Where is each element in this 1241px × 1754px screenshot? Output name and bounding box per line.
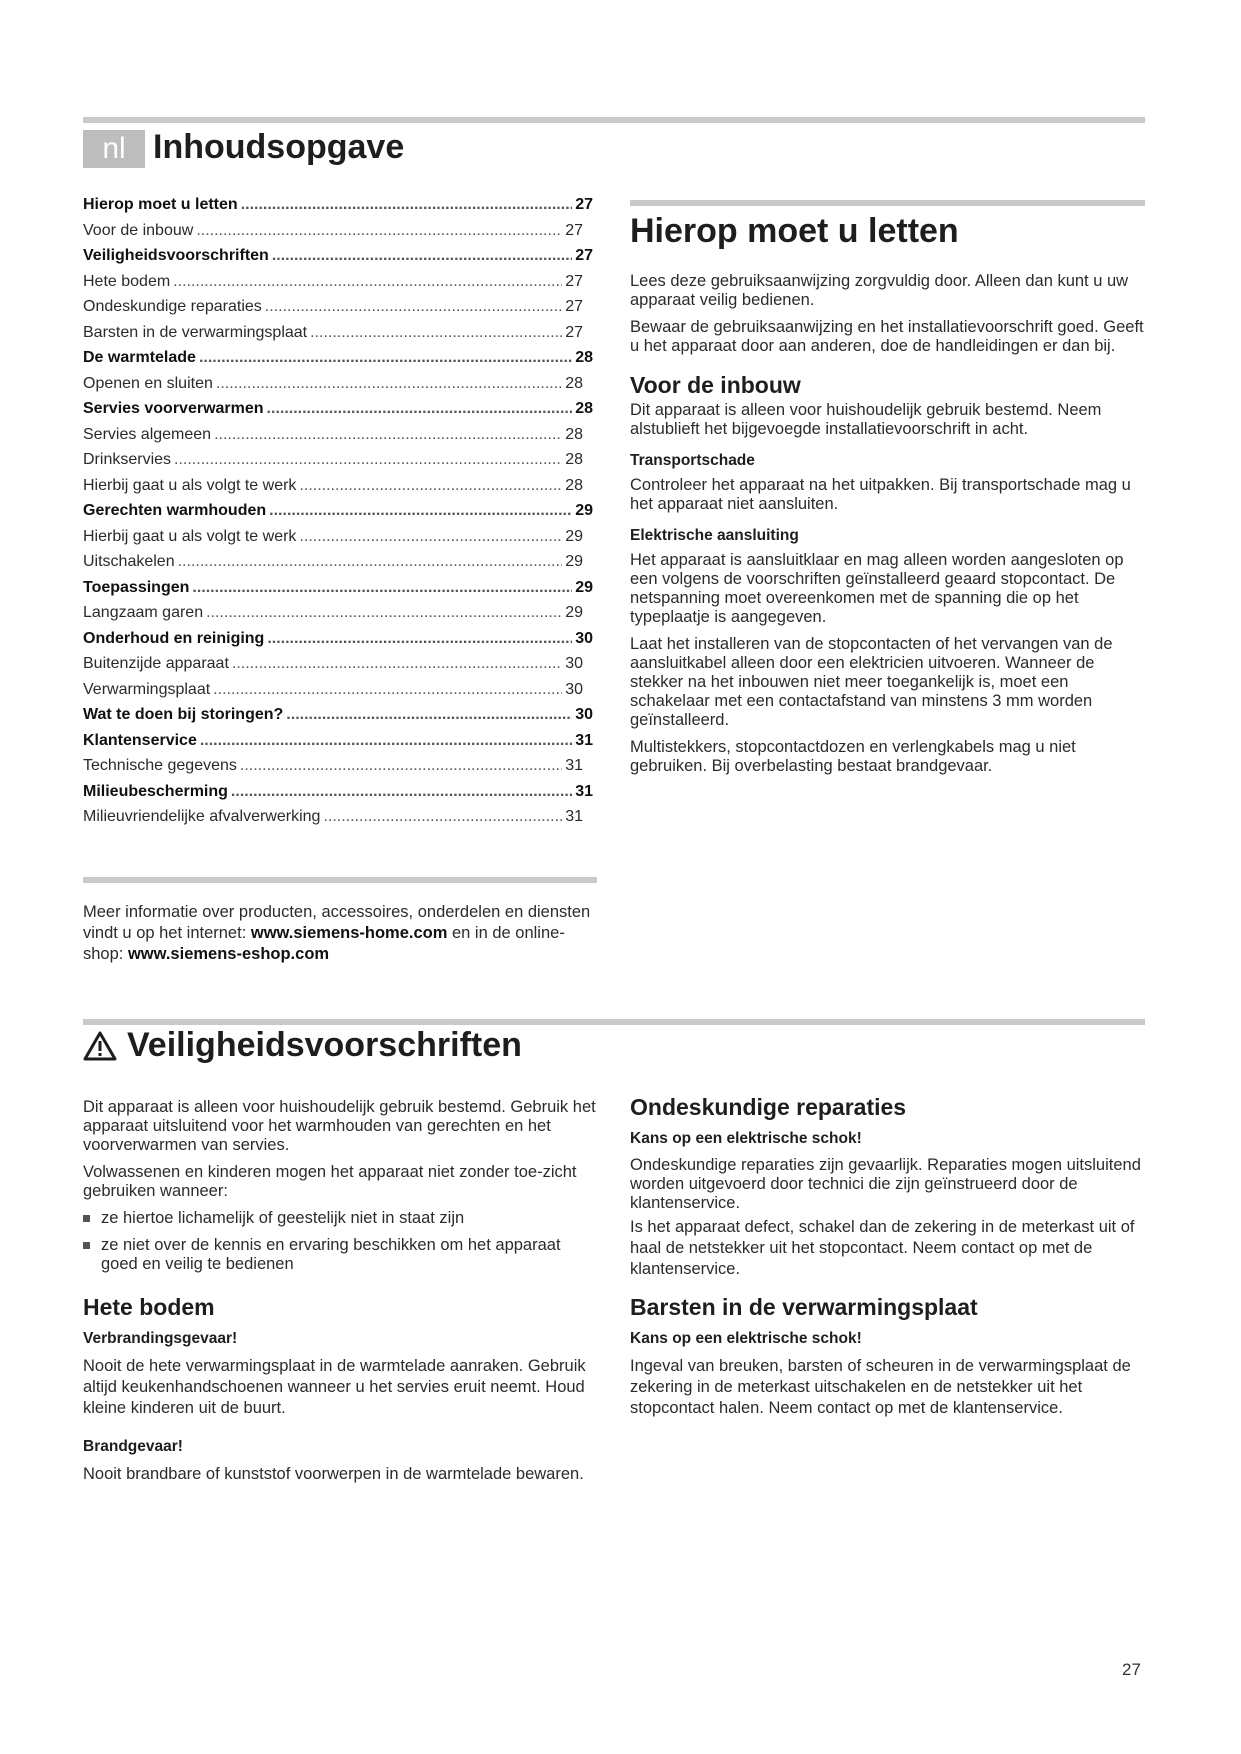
brand-paragraph: Nooit brandbare of kunststof voorwerpen in de warmtelade bewaren. xyxy=(83,1465,584,1483)
toc-dot-leader xyxy=(178,553,563,571)
page-title: Inhoudsopgave xyxy=(153,128,405,166)
toc-dot-leader xyxy=(173,273,562,291)
toc-entry[interactable] xyxy=(83,528,583,554)
elektrische-paragraph-3: Multistekkers, stopcontactdozen en verlengkabels mag u niet gebruiken. Bij overbelasting bestaat brandgevaar. xyxy=(630,738,1076,775)
barsten-heading: Barsten in de verwarmingsplaat xyxy=(630,1294,978,1320)
hierop-paragraph-2: Bewaar de gebruiksaanwijzing en het installatievoorschrift goed. Geeft u het apparaat door aan anderen, doe de handleidingen er dan bij. xyxy=(630,318,1144,355)
toc-entry-label: Hete bodem xyxy=(83,272,171,290)
ondeskundige-heading: Ondeskundige reparaties xyxy=(630,1094,907,1120)
toc-entry-label: De warmtelade xyxy=(83,349,196,366)
page-number: 27 xyxy=(1122,1660,1141,1679)
toc-entry-label: Gerechten warmhouden xyxy=(83,502,267,519)
toc-dot-leader xyxy=(310,324,562,342)
brand-heading: Brandgevaar! xyxy=(83,1438,183,1455)
veilig-title: Veiligheidsvoorschriften xyxy=(127,1026,522,1064)
veilig-left-column xyxy=(83,1098,598,1493)
toc-entry-page: 30 xyxy=(575,706,593,723)
hete-bodem-heading: Hete bodem xyxy=(83,1294,215,1320)
toc-entry-page: 31 xyxy=(575,782,593,800)
toc-entry-label: Servies voorverwarmen xyxy=(83,400,264,417)
toc-dot-leader xyxy=(199,349,572,367)
toc-dot-leader xyxy=(200,732,572,750)
toc-entry-page: 28 xyxy=(565,451,583,468)
toc-dot-leader xyxy=(206,604,562,622)
info-text-2: en in de online-shop: xyxy=(83,924,565,963)
toc-entry[interactable] xyxy=(83,681,583,707)
toc-entry-label: Openen en sluiten xyxy=(83,374,213,392)
ondeskundige-paragraph-2: Is het apparaat defect, schakel dan de zekering in de meterkast uit of haal de netstekker uit het stopcontact. Neem contact op met de klantenservice. xyxy=(630,1218,1135,1278)
toc-entry-page: 29 xyxy=(575,578,593,596)
language-badge: nl xyxy=(83,130,145,168)
toc-entry[interactable] xyxy=(83,324,583,350)
toc-entry-label: Klantenservice xyxy=(83,731,197,749)
toc-entry-label: Ondeskundige reparaties xyxy=(83,298,262,315)
toc-entry[interactable] xyxy=(83,706,593,732)
toc-dot-leader xyxy=(214,426,562,444)
bullet-square-icon xyxy=(83,1236,101,1274)
transport-heading: Transportschade xyxy=(630,452,755,469)
hierop-rule xyxy=(630,200,1145,206)
toc-dot-leader xyxy=(267,400,573,418)
toc-entry-label: Wat te doen bij storingen? xyxy=(83,706,284,723)
inbouw-heading: Voor de inbouw xyxy=(630,372,801,398)
toc-entry-page: 27 xyxy=(565,221,583,239)
ondeskundige-paragraph-1: Ondeskundige reparaties zijn gevaarlijk. Reparaties mogen uitsluitend worden uitgevoerd door technici die zijn geïnstrueerd door de klantenservice. xyxy=(630,1156,1141,1212)
toc-entry-label: Technische gegevens xyxy=(83,757,237,774)
verbranding-heading: Verbrandingsgevaar! xyxy=(83,1330,238,1347)
toc-entry-page: 31 xyxy=(565,808,583,825)
ondeskundige-subheading: Kans op een elektrische schok! xyxy=(630,1130,862,1147)
eshop-link[interactable]: www.siemens-eshop.com xyxy=(127,945,330,963)
toc-entry-page: 31 xyxy=(565,757,583,774)
toc-entry[interactable] xyxy=(83,196,593,222)
toc-entry-label: Buitenzijde apparaat xyxy=(83,655,229,672)
toc-entry[interactable] xyxy=(83,426,583,452)
toc-entry[interactable] xyxy=(83,553,583,579)
toc-dot-leader xyxy=(213,681,562,699)
toc-dot-leader xyxy=(231,783,572,801)
veilig-paragraph-2: Volwassenen en kinderen mogen het apparaat niet zonder toe-zicht gebruiken wanneer: xyxy=(83,1163,577,1200)
toc-entry-page: 28 xyxy=(565,374,583,392)
toc-dot-leader xyxy=(216,375,562,393)
toc-entry[interactable] xyxy=(83,630,593,656)
hierop-section xyxy=(630,210,1145,784)
info-text-1: Meer informatie over producten, accessoires, onderdelen en diensten vindt u op het internet: xyxy=(83,903,591,942)
elektrische-paragraph-1: Het apparaat is aansluitklaar en mag alleen worden aangesloten op een volgens de voorschriften geïnstalleerd geaard stopcontact. De netspanning moet overeenkomen met de spanning die op het typeplaatje is aangegeven. xyxy=(630,551,1124,626)
toc-entry[interactable] xyxy=(83,502,593,528)
toc-entry-label: Veiligheidsvoorschriften xyxy=(83,247,269,264)
toc-entry-label: Milieubescherming xyxy=(83,782,228,800)
toc-entry-page: 29 xyxy=(565,527,583,545)
bullet-item xyxy=(83,1209,598,1228)
toc-entry-label: Milieuvriendelijke afvalverwerking xyxy=(83,808,321,825)
toc-entry[interactable] xyxy=(83,349,593,375)
toc-entry[interactable] xyxy=(83,298,583,324)
bullet-text: ze hiertoe lichamelijk of geestelijk niet in staat zijn xyxy=(101,1209,465,1227)
toc-entry[interactable] xyxy=(83,477,583,503)
toc-entry[interactable] xyxy=(83,375,583,401)
table-of-contents xyxy=(83,196,603,834)
bullet-text: ze niet over de kennis en ervaring beschikken om het apparaat goed en veilig te bedienen xyxy=(101,1236,561,1273)
veilig-right-column xyxy=(630,1094,1145,1427)
veilig-header xyxy=(83,1026,522,1065)
toc-entry-page: 27 xyxy=(575,247,593,264)
bullet-square-icon xyxy=(83,1209,101,1228)
toc-entry-page: 27 xyxy=(565,272,583,290)
toc-entry-page: 30 xyxy=(575,629,593,647)
toc-entry-label: Hierbij gaat u als volgt te werk xyxy=(83,476,297,494)
toc-entry[interactable] xyxy=(83,222,583,248)
toc-entry[interactable] xyxy=(83,808,583,834)
toc-entry-page: 29 xyxy=(565,604,583,621)
toc-entry-label: Hierop moet u letten xyxy=(83,196,238,213)
toc-entry-page: 28 xyxy=(565,425,583,443)
hierop-paragraph-1: Lees deze gebruiksaanwijzing zorgvuldig door. Alleen dan kunt u uw apparaat veilig bedienen. xyxy=(630,272,1129,309)
barsten-paragraph: Ingeval van breuken, barsten of scheuren in de verwarmingsplaat de zekering in de meterkast uitschakelen en de netstekker uit het stopcontact halen. Neem contact op met de klantenservice. xyxy=(630,1357,1131,1417)
toc-entry[interactable] xyxy=(83,655,583,681)
toc-entry-label: Barsten in de verwarmingsplaat xyxy=(83,323,308,341)
toc-entry[interactable] xyxy=(83,783,593,809)
transport-paragraph: Controleer het apparaat na het uitpakken. Bij transportschade mag u het apparaat niet aansluiten. xyxy=(630,476,1131,513)
elektrische-heading: Elektrische aansluiting xyxy=(630,527,799,544)
toc-entry-label: Hierbij gaat u als volgt te werk xyxy=(83,527,297,545)
inbouw-paragraph: Dit apparaat is alleen voor huishoudelijk gebruik bestemd. Neem alstublieft het bijgevoegde installatievoorschrift in acht. xyxy=(630,401,1102,438)
warning-icon xyxy=(83,1030,117,1062)
toc-dot-leader xyxy=(232,655,562,673)
toc-dot-leader xyxy=(196,222,562,240)
toc-dot-leader xyxy=(299,528,562,546)
barsten-subheading: Kans op een elektrische schok! xyxy=(630,1330,862,1347)
toc-entry[interactable] xyxy=(83,247,593,273)
toc-entry-page: 30 xyxy=(565,655,583,672)
toc-entry-page: 27 xyxy=(575,196,593,213)
website-link[interactable]: www.siemens-home.com xyxy=(250,924,448,942)
toc-entry[interactable] xyxy=(83,273,583,299)
toc-dot-leader xyxy=(241,196,573,214)
veilig-rule xyxy=(83,1019,1145,1025)
toc-entry-label: Onderhoud en reiniging xyxy=(83,629,265,647)
toc-entry[interactable] xyxy=(83,400,593,426)
toc-entry[interactable] xyxy=(83,579,593,605)
toc-entry-page: 28 xyxy=(575,400,593,417)
toc-entry-page: 27 xyxy=(565,298,583,315)
info-block xyxy=(83,902,603,965)
toc-entry[interactable] xyxy=(83,604,583,630)
toc-dot-leader xyxy=(267,630,572,648)
toc-entry-page: 28 xyxy=(565,476,583,494)
veilig-paragraph-1: Dit apparaat is alleen voor huishoudelijk gebruik bestemd. Gebruik het apparaat uitsluitend voor het warmhouden van gerechten en het voorverwarmen van servies. xyxy=(83,1098,596,1154)
info-rule xyxy=(83,877,597,883)
toc-dot-leader xyxy=(286,706,572,724)
toc-dot-leader xyxy=(299,477,562,495)
toc-entry-label: Toepassingen xyxy=(83,578,190,596)
toc-entry[interactable] xyxy=(83,732,593,758)
toc-entry-page: 30 xyxy=(565,680,583,698)
toc-entry-page: 29 xyxy=(565,553,583,570)
toc-entry-page: 29 xyxy=(575,502,593,519)
toc-entry-label: Langzaam garen xyxy=(83,604,204,621)
toc-dot-leader xyxy=(192,579,572,597)
toc-dot-leader xyxy=(272,247,572,265)
toc-entry-label: Uitschakelen xyxy=(83,553,175,570)
toc-dot-leader xyxy=(323,808,562,826)
bullet-item xyxy=(83,1236,598,1274)
toc-entry-label: Voor de inbouw xyxy=(83,221,194,239)
toc-dot-leader xyxy=(174,451,562,469)
toc-entry-label: Drinkservies xyxy=(83,451,172,468)
elektrische-paragraph-2: Laat het installeren van de stopcontacten of het vervangen van de aansluitkabel alleen door een elektricien uitvoeren. Wanneer de stekker na het inbouwen niet meer toegankelijk is, moet een schakelaar met een contactafstand van minstens 3 mm worden geïnstalleerd. xyxy=(630,635,1113,729)
toc-entry-label: Servies algemeen xyxy=(83,425,212,443)
toc-entry[interactable] xyxy=(83,451,583,477)
toc-dot-leader xyxy=(265,298,562,316)
toc-dot-leader xyxy=(240,757,562,775)
toc-entry-page: 27 xyxy=(565,323,583,341)
toc-entry-label: Verwarmingsplaat xyxy=(83,680,211,698)
verbranding-paragraph: Nooit de hete verwarmingsplaat in de warmtelade aanraken. Gebruik altijd keukenhandschoenen wanneer u het servies eruit neemt. Houd kleine kinderen uit de buurt. xyxy=(83,1357,586,1417)
toc-entry[interactable] xyxy=(83,757,583,783)
top-rule xyxy=(83,117,1145,123)
hierop-title: Hierop moet u letten xyxy=(630,212,959,250)
toc-entry-page: 28 xyxy=(575,349,593,366)
toc-entry-page: 31 xyxy=(575,731,593,749)
toc-dot-leader xyxy=(269,502,572,520)
